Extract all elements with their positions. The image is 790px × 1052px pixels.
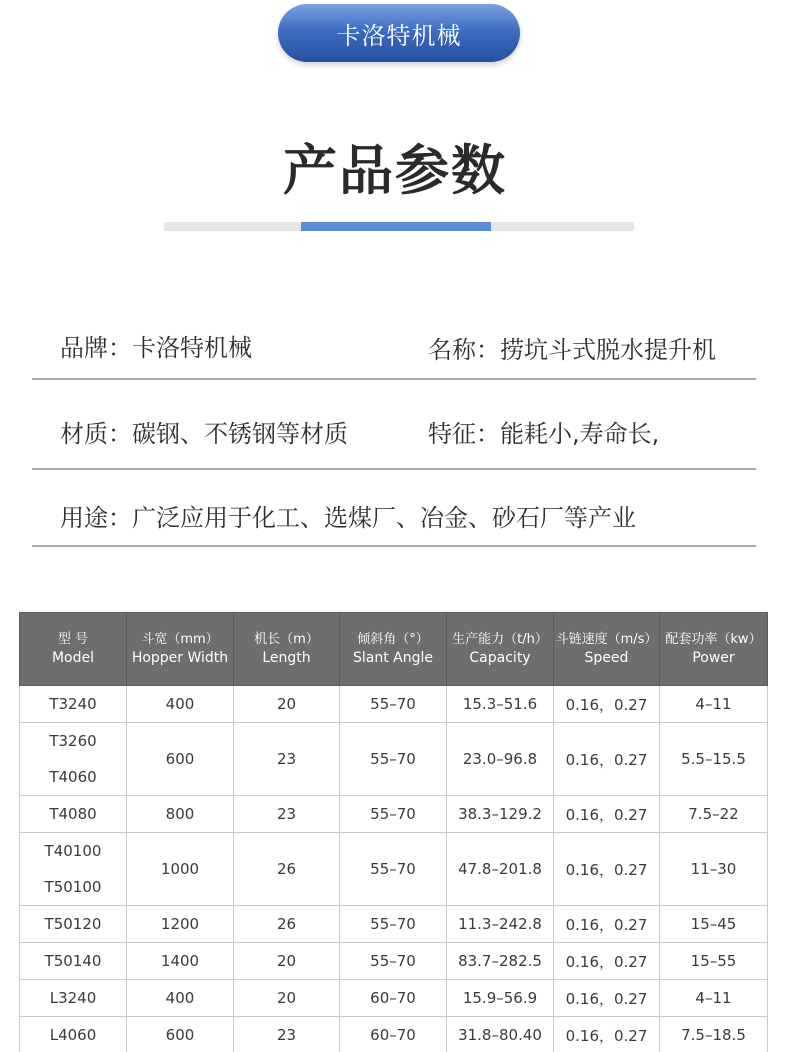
cell-power: 15–45 [660,906,768,943]
cell-model [20,833,127,906]
cell-power: 11–30 [660,833,768,906]
cell-angle: 55–70 [340,833,447,906]
cell-model [20,980,127,1017]
section-title: 产品参数 [283,139,507,202]
info-row-usage [32,470,756,547]
cell-angle: 55–70 [340,906,447,943]
model-code: L4060 [49,1026,97,1044]
cell-width: 600 [127,1017,234,1052]
cell-speed: 0.16，0.27 [554,943,660,980]
cell-length: 20 [234,980,340,1017]
brand-badge: 卡洛特机械 [278,4,520,62]
cell-speed: 0.16，0.27 [554,906,660,943]
info-name: 名称：捞坑斗式脱水提升机 [428,336,716,364]
table-row [20,906,768,943]
info-usage: 用途：广泛应用于化工、选煤厂、冶金、砂石厂等产业 [60,504,636,532]
cell-angle: 60–70 [340,980,447,1017]
cell-power: 15–55 [660,943,768,980]
cell-angle: 55–70 [340,943,447,980]
cell-length: 23 [234,723,340,796]
cell-width: 800 [127,796,234,833]
cell-model [20,796,127,833]
cell-power: 7.5–22 [660,796,768,833]
table-row [20,833,768,906]
cell-width: 1000 [127,833,234,906]
table-row [20,1017,768,1052]
header-model: 型 号 Model [20,613,127,686]
cell-speed: 0.16，0.27 [554,833,660,906]
model-code: T50100 [44,878,102,896]
cell-length: 23 [234,796,340,833]
cell-width: 600 [127,723,234,796]
title-underline-accent [301,222,491,231]
cell-length: 20 [234,686,340,723]
cell-power: 7.5–18.5 [660,1017,768,1052]
spec-table [19,612,768,1052]
cell-capacity: 31.8–80.40 [447,1017,554,1052]
cell-speed: 0.16，0.27 [554,723,660,796]
cell-power: 5.5–15.5 [660,723,768,796]
table-row [20,686,768,723]
table-row [20,723,768,796]
cell-width: 400 [127,686,234,723]
cell-angle: 55–70 [340,723,447,796]
table-row [20,796,768,833]
cell-power: 4–11 [660,686,768,723]
cell-length: 23 [234,1017,340,1052]
cell-capacity: 11.3–242.8 [447,906,554,943]
model-code: T4080 [49,805,97,823]
title-underline [164,222,634,231]
cell-capacity: 83.7–282.5 [447,943,554,980]
cell-model [20,686,127,723]
cell-length: 20 [234,943,340,980]
model-code: T50140 [44,952,102,970]
model-code: T50120 [44,915,102,933]
header-hopper-width: 斗宽（mm） Hopper Width [127,613,234,686]
cell-speed: 0.16，0.27 [554,796,660,833]
cell-model [20,943,127,980]
model-code: T3240 [49,695,97,713]
info-brand: 品牌：卡洛特机械 [60,334,252,362]
cell-angle: 60–70 [340,1017,447,1052]
cell-length: 26 [234,906,340,943]
cell-capacity: 38.3–129.2 [447,796,554,833]
table-row [20,943,768,980]
header-capacity: 生产能力（t/h） Capacity [447,613,554,686]
cell-power: 4–11 [660,980,768,1017]
table-row [20,980,768,1017]
model-code: T40100 [44,842,102,860]
cell-model [20,723,127,796]
header-speed: 斗链速度（m/s） Speed [554,613,660,686]
cell-angle: 55–70 [340,796,447,833]
info-row-material-feature [32,380,756,470]
model-code: L3240 [49,989,97,1007]
cell-speed: 0.16，0.27 [554,686,660,723]
cell-width: 1400 [127,943,234,980]
cell-model [20,906,127,943]
info-feature: 特征：能耗小,寿命长, [428,420,660,448]
header-slant-angle: 倾斜角（°） Slant Angle [340,613,447,686]
cell-width: 400 [127,980,234,1017]
info-row-brand-name [32,300,756,380]
table-header-row [20,613,768,686]
info-material: 材质：碳钢、不锈钢等材质 [60,420,348,448]
cell-angle: 55–70 [340,686,447,723]
model-code: T4060 [49,768,97,786]
cell-length: 26 [234,833,340,906]
cell-width: 1200 [127,906,234,943]
cell-capacity: 15.3–51.6 [447,686,554,723]
cell-capacity: 23.0–96.8 [447,723,554,796]
cell-capacity: 47.8–201.8 [447,833,554,906]
cell-capacity: 15.9–56.9 [447,980,554,1017]
cell-model [20,1017,127,1052]
cell-speed: 0.16，0.27 [554,1017,660,1052]
header-length: 机长（m） Length [234,613,340,686]
header-power: 配套功率（kw） Power [660,613,768,686]
cell-speed: 0.16，0.27 [554,980,660,1017]
model-code: T3260 [49,732,97,750]
